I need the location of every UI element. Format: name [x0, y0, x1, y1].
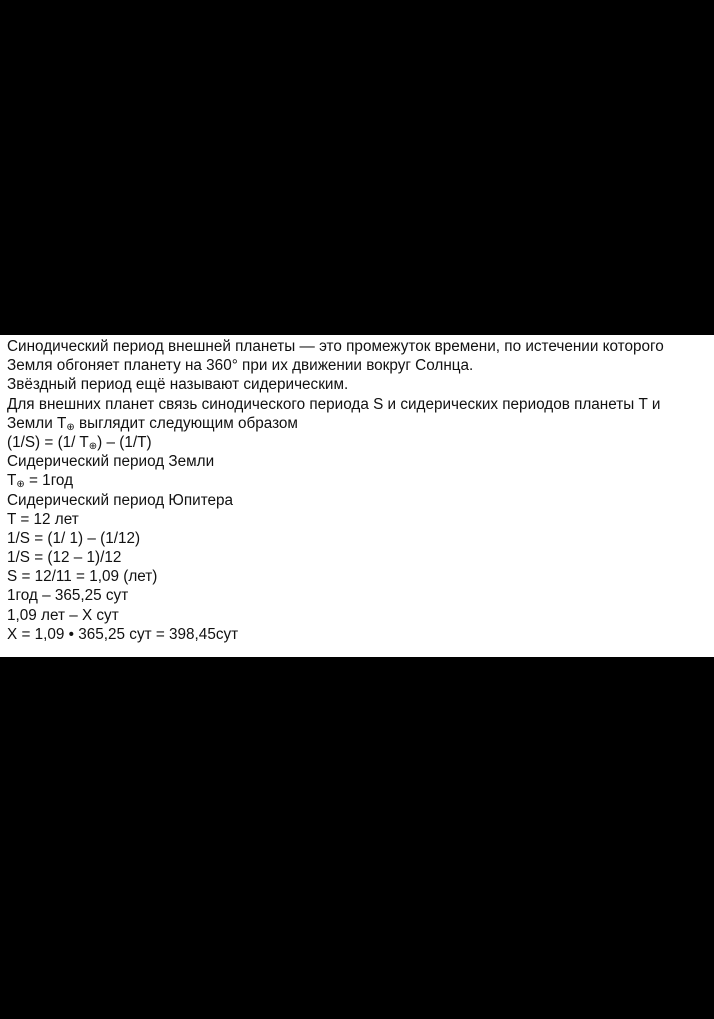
- text-line-5: Земли $T_\oplus$ выглядит следующим образом: [7, 414, 298, 433]
- earth-symbol-subscript: ⊕: [66, 421, 75, 433]
- text-line-earth-period-heading: Сидерический период Земли: [7, 453, 215, 471]
- formula-step-3: S = 12/11 = 1,09 (лет): [7, 568, 158, 586]
- text-line-2: Земля обгоняет планету на 360° при их движении вокруг Солнца.: [7, 357, 474, 375]
- document-text-block: [0, 335, 714, 657]
- text-line-1: Синодический период внешней планеты — это промежуток времени, по истечении которого: [7, 338, 664, 355]
- formula-step-1: 1/S = (1/ 1) – (1/12): [7, 529, 141, 547]
- result-line: X = 1,09 • 365,25 сут = 398,45сут: [7, 625, 239, 643]
- formula-earth-period: $T_\oplus = 1год$: [7, 472, 74, 491]
- text-line-jupiter-period-heading: Сидерический период Юпитера: [7, 491, 234, 509]
- formula-step-2: 1/S = (12 – 1)/12: [7, 549, 122, 567]
- text-line-4: Для внешних планет связь синодического периода S и сидерических периодов планеты T и: [7, 395, 661, 413]
- earth-symbol-subscript: ⊕: [88, 440, 98, 452]
- formula-jupiter-period: T = 12 лет: [7, 510, 79, 528]
- proportion-line-2: 1,09 лет – X сут: [7, 606, 119, 624]
- proportion-line-1: 1год – 365,25 сут: [7, 587, 129, 605]
- earth-symbol-subscript: ⊕: [16, 479, 25, 491]
- text-line-3: Звёздный период ещё называют сидерическим.: [7, 376, 349, 394]
- formula-synodic-relation: (1/S) = (1/ $T_\oplus) - (1/T)$: [7, 433, 152, 452]
